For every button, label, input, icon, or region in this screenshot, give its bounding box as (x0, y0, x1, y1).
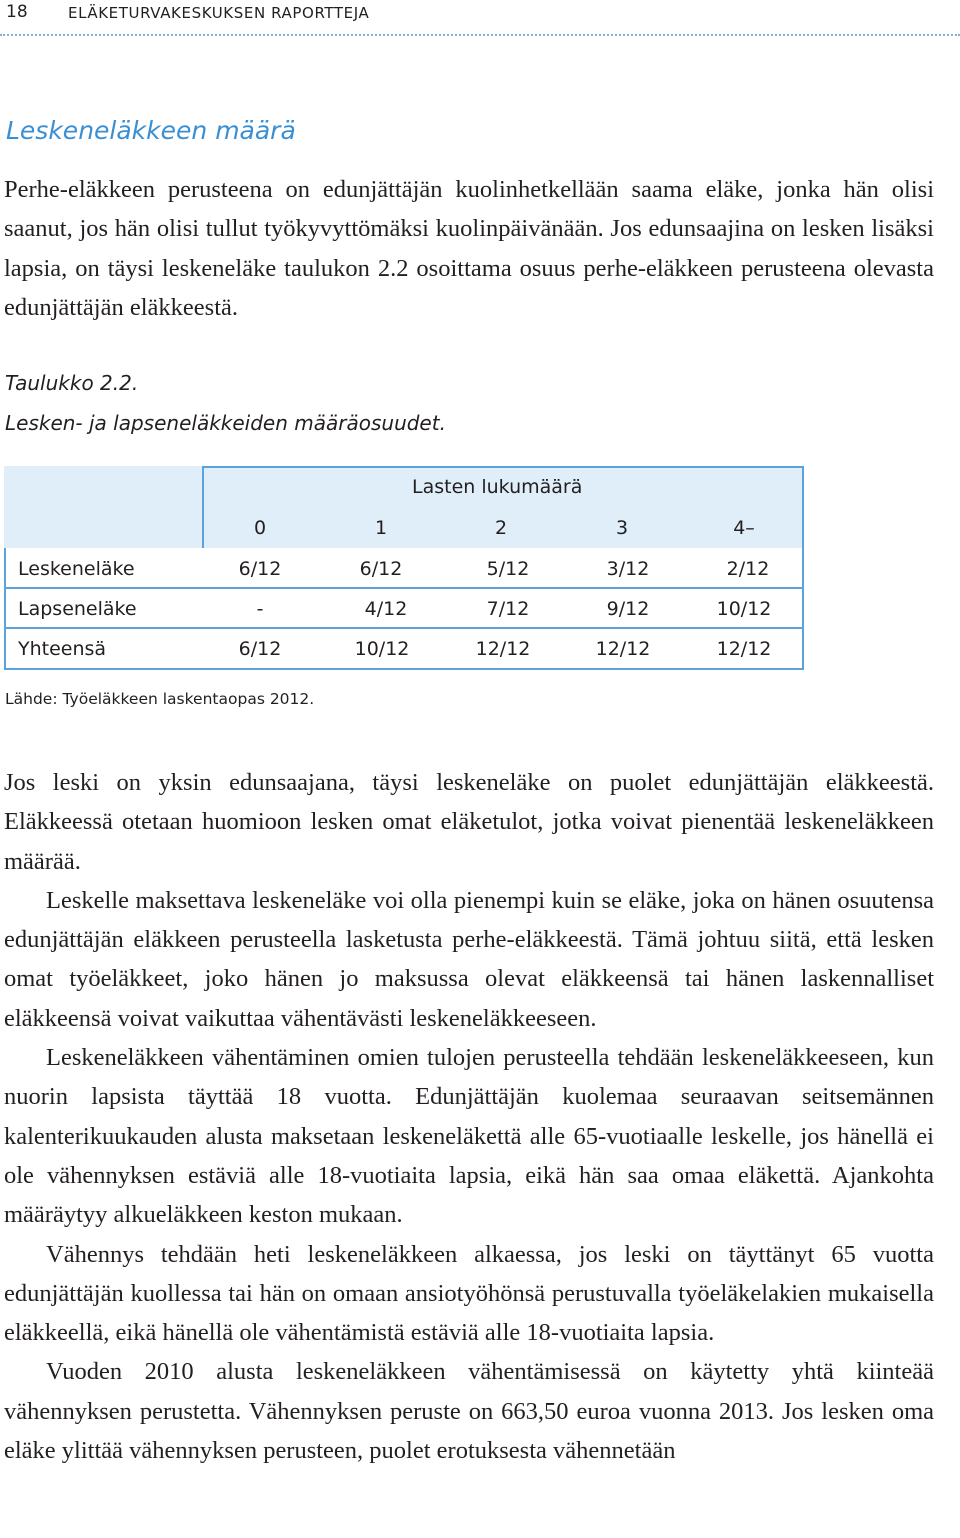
column-header: 2 (494, 517, 508, 539)
table-cell: 2/12 (726, 558, 770, 580)
row-label: Lapseneläke (18, 598, 137, 620)
body-paragraph: Vuoden 2010 alusta leskeneläkkeen vähentämisessä on käytetty yhtä kiinteää vähennyksen perustetta. Vähennyksen peruste on 663,50 euroa vuonna 2013. Jos lesken oma eläke ylittää vähennyksen perusteen, puolet erotuksesta vähennetään (4, 1358, 934, 1465)
table-cell: 6/12 (238, 558, 282, 580)
column-header: 4– (733, 517, 755, 539)
page-number: 18 (6, 2, 28, 22)
column-header: 1 (374, 517, 388, 539)
section-heading: Leskeneläkkeen määrä (6, 116, 296, 145)
table-cell: 12/12 (475, 638, 531, 660)
row-divider (6, 627, 802, 629)
body-paragraph: Leskelle maksettava leskeneläke voi olla pienempi kuin se eläke, joka on hänen osuutensa edunjättäjän eläkkeen perusteella lasketusta perhe-eläkkeestä. Tämä johtuu siitä, että lesken omat työeläkkeet, joko hänen jo maksussa olevat eläkkeensä tai hänen laskennalliset eläkkeensä voivat vaikuttaa vähentävästi leskeneläkkeeseen. (4, 886, 934, 1032)
table-header-corner (4, 466, 204, 550)
table-cell: 10/12 (354, 638, 410, 660)
column-group-header: Lasten lukumäärä (412, 476, 583, 498)
benefit-share-table (4, 466, 804, 670)
table-caption-title: Lesken- ja lapseneläkkeiden määräosuudet. (5, 411, 446, 435)
table-cell: 3/12 (606, 558, 650, 580)
body-paragraph: Leskeneläkkeen vähentäminen omien tulojen perusteella tehdään leskeneläkkeeseen, kun nuorin lapsista täyttää 18 vuotta. Edunjättäjän kuolemaa seuraavan seitsemännen kalenterikuukauden alusta maksetaan leskeneläkettä alle 65-vuotiaalle leskelle, jos hänellä ei ole vähennyksen estäviä alle 18-vuotiaita lapsia, eikä hän saa omaa eläkettä. Ajankohta määräytyy alkueläkkeen keston mukaan. (4, 1044, 934, 1229)
row-label: Leskeneläke (18, 558, 135, 580)
header-divider (0, 34, 960, 36)
column-header: 0 (253, 517, 267, 539)
running-title: ELÄKETURVAKESKUKSEN RAPORTTEJA (68, 4, 370, 22)
row-label: Yhteensä (18, 638, 107, 660)
table-cell: - (256, 598, 264, 620)
table-cell: 10/12 (716, 598, 772, 620)
table-cell: 12/12 (595, 638, 651, 660)
table-cell: 6/12 (238, 638, 282, 660)
table-cell: 9/12 (606, 598, 650, 620)
table-cell: 4/12 (364, 598, 408, 620)
body-paragraph: Jos leski on yksin edunsaajana, täysi leskeneläke on puolet edunjättäjän eläkkeestä. Eläkkeessä otetaan huomioon lesken omat eläketulot, jotka voivat pienentää leskeneläkkeen määrää. (4, 769, 934, 875)
intro-paragraph: Perhe-eläkkeen perusteena on edunjättäjän kuolinhetkellään saama eläke, jonka hän olisi saanut, jos hän olisi tullut työkyvyttömäksi kuolinpäivänään. Jos edunsaajina on lesken lisäksi lapsia, on täysi leskeneläke taulukon 2.2 osoittama osuus perhe-eläkkeen perusteena olevasta edunjättäjän eläkkeestä. (4, 176, 934, 321)
row-divider (6, 587, 802, 589)
body-text (4, 763, 934, 1470)
table-cell: 12/12 (716, 638, 772, 660)
column-header: 3 (615, 517, 629, 539)
table-source-note: Lähde: Työeläkkeen laskentaopas 2012. (5, 690, 315, 708)
table-cell: 7/12 (486, 598, 530, 620)
body-paragraph: Vähennys tehdään heti leskeneläkkeen alkaessa, jos leski on täyttänyt 65 vuotta edunjättäjän kuollessa tai hän on omaan ansiotyöhönsä perustuvalla työeläkelakien mukaisella eläkkeellä, eikä hänellä ole vähentämistä estäviä alle 18-vuotiaita lapsia. (4, 1240, 934, 1347)
table-caption-number: Taulukko 2.2. (5, 371, 139, 395)
table-cell: 5/12 (486, 558, 530, 580)
table-cell: 6/12 (359, 558, 403, 580)
page-header (0, 0, 960, 30)
